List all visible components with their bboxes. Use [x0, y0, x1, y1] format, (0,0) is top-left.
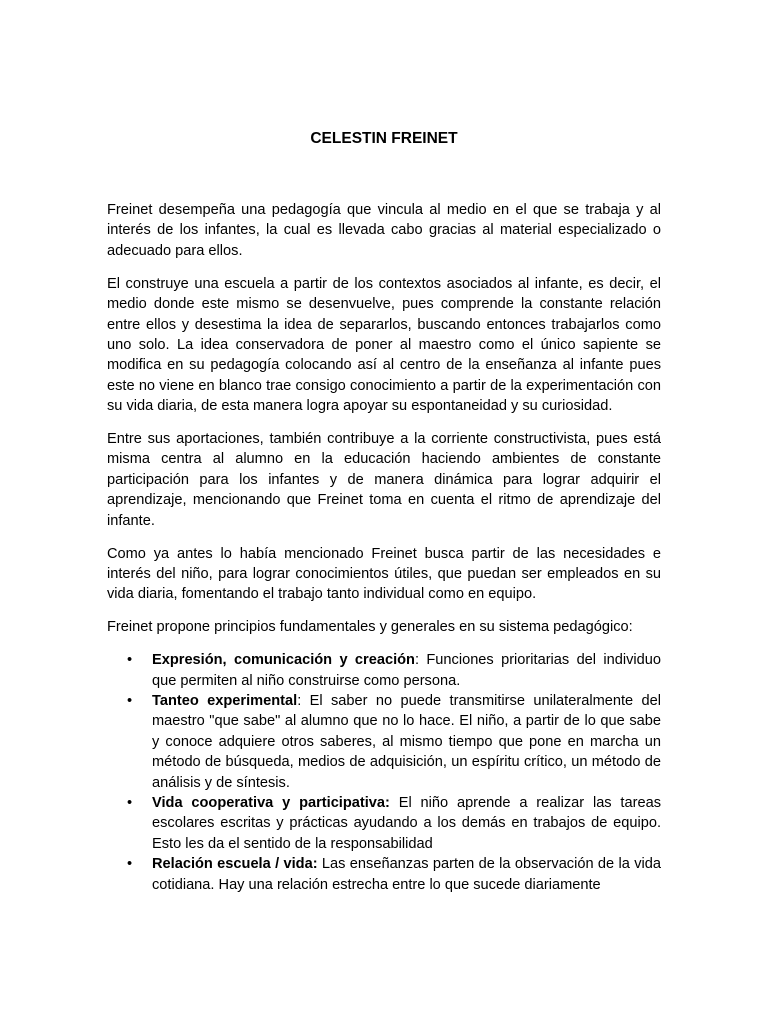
- principle-separator: :: [414, 652, 427, 669]
- paragraph-needs-interest: Como ya antes lo había mencionado Freinet busca partir de las necesidades e interés del niño, para lograr conocimientos útiles, que puedan ser empleados en su vida diaria, fomentando el trabajo tanto individual como en equipo.: [107, 545, 661, 603]
- list-item: [107, 691, 661, 793]
- paragraph-intro: Freinet desempeña una pedagogía que vincula al medio en el que se trabaja y al interés de los infantes, la cual es llevada cabo gracias al material especializado o adecuado para ellos.: [107, 202, 661, 259]
- bullet-icon: •: [127, 795, 133, 812]
- paragraph-contributions: Entre sus aportaciones, también contribuye a la corriente constructivista, pues está misma centra al alumno en la educación haciendo ambientes de constante participación para los infantes y de manera dinámica para lograr adquirir el aprendizaje, mencionando que Freinet toma en cuenta el ritmo de aprendizaje del infante.: [107, 431, 661, 529]
- document-title: CELESTIN FREINET: [310, 130, 458, 147]
- principle-term: Relación escuela / vida:: [152, 856, 318, 873]
- principle-text: El saber no puede transmitirse unilateralmente del maestro "que sabe" al alumno que no lo hace. El niño, a partir de lo que sabe y conoce adquiere otros saberes, al mismo tiempo que pone en marcha un método de búsqueda, medios de adquisición, un espíritu crítico, un método de análisis y de síntesis.: [152, 693, 661, 791]
- paragraph-principles-intro: Freinet propone principios fundamentales y generales en su sistema pedagógico:: [107, 619, 633, 636]
- list-item: [107, 793, 661, 854]
- list-item: [107, 650, 661, 691]
- principle-term: Tanteo experimental: [152, 693, 298, 710]
- principle-term: Expresión, comunicación y creación: [152, 652, 415, 669]
- document-body: [107, 200, 661, 895]
- list-item: [107, 854, 661, 895]
- bullet-icon: •: [127, 856, 133, 873]
- principle-separator: [390, 795, 399, 811]
- principles-list: [107, 650, 661, 895]
- principle-text: Las enseñanzas parten de la observación de la vida cotidiana. Hay una relación estrecha entre lo que sucede diariamente: [152, 856, 661, 893]
- bullet-icon: •: [127, 652, 133, 669]
- principle-term: Vida cooperativa y participativa:: [152, 795, 390, 812]
- paragraph-school-context: El construye una escuela a partir de los contextos asociados al infante, es decir, el medio donde este mismo se desenvuelve, pues comprende la constante relación entre ellos y desestima la idea de separarlos, buscando entonces trabajarlos como uno solo. La idea conservadora de poner al maestro como el único sapiente se modifica en su pedagogía colocando así al centro de la enseñanza al infante pues este no viene en blanco trae consigo conocimiento a partir de la experimentación con su vida diaria, de esta manera logra apoyar su espontaneidad y su curiosidad.: [107, 275, 661, 415]
- principle-text: El niño aprende a realizar las tareas escolares escritas y prácticas ayudando a los demás en trabajos de equipo. Esto les da el sentido de la responsabilidad: [152, 795, 661, 852]
- bullet-icon: •: [127, 693, 133, 710]
- principle-text: Funciones prioritarias del individuo que permiten al niño construirse como persona.: [152, 652, 662, 689]
- principle-separator: :: [297, 693, 310, 710]
